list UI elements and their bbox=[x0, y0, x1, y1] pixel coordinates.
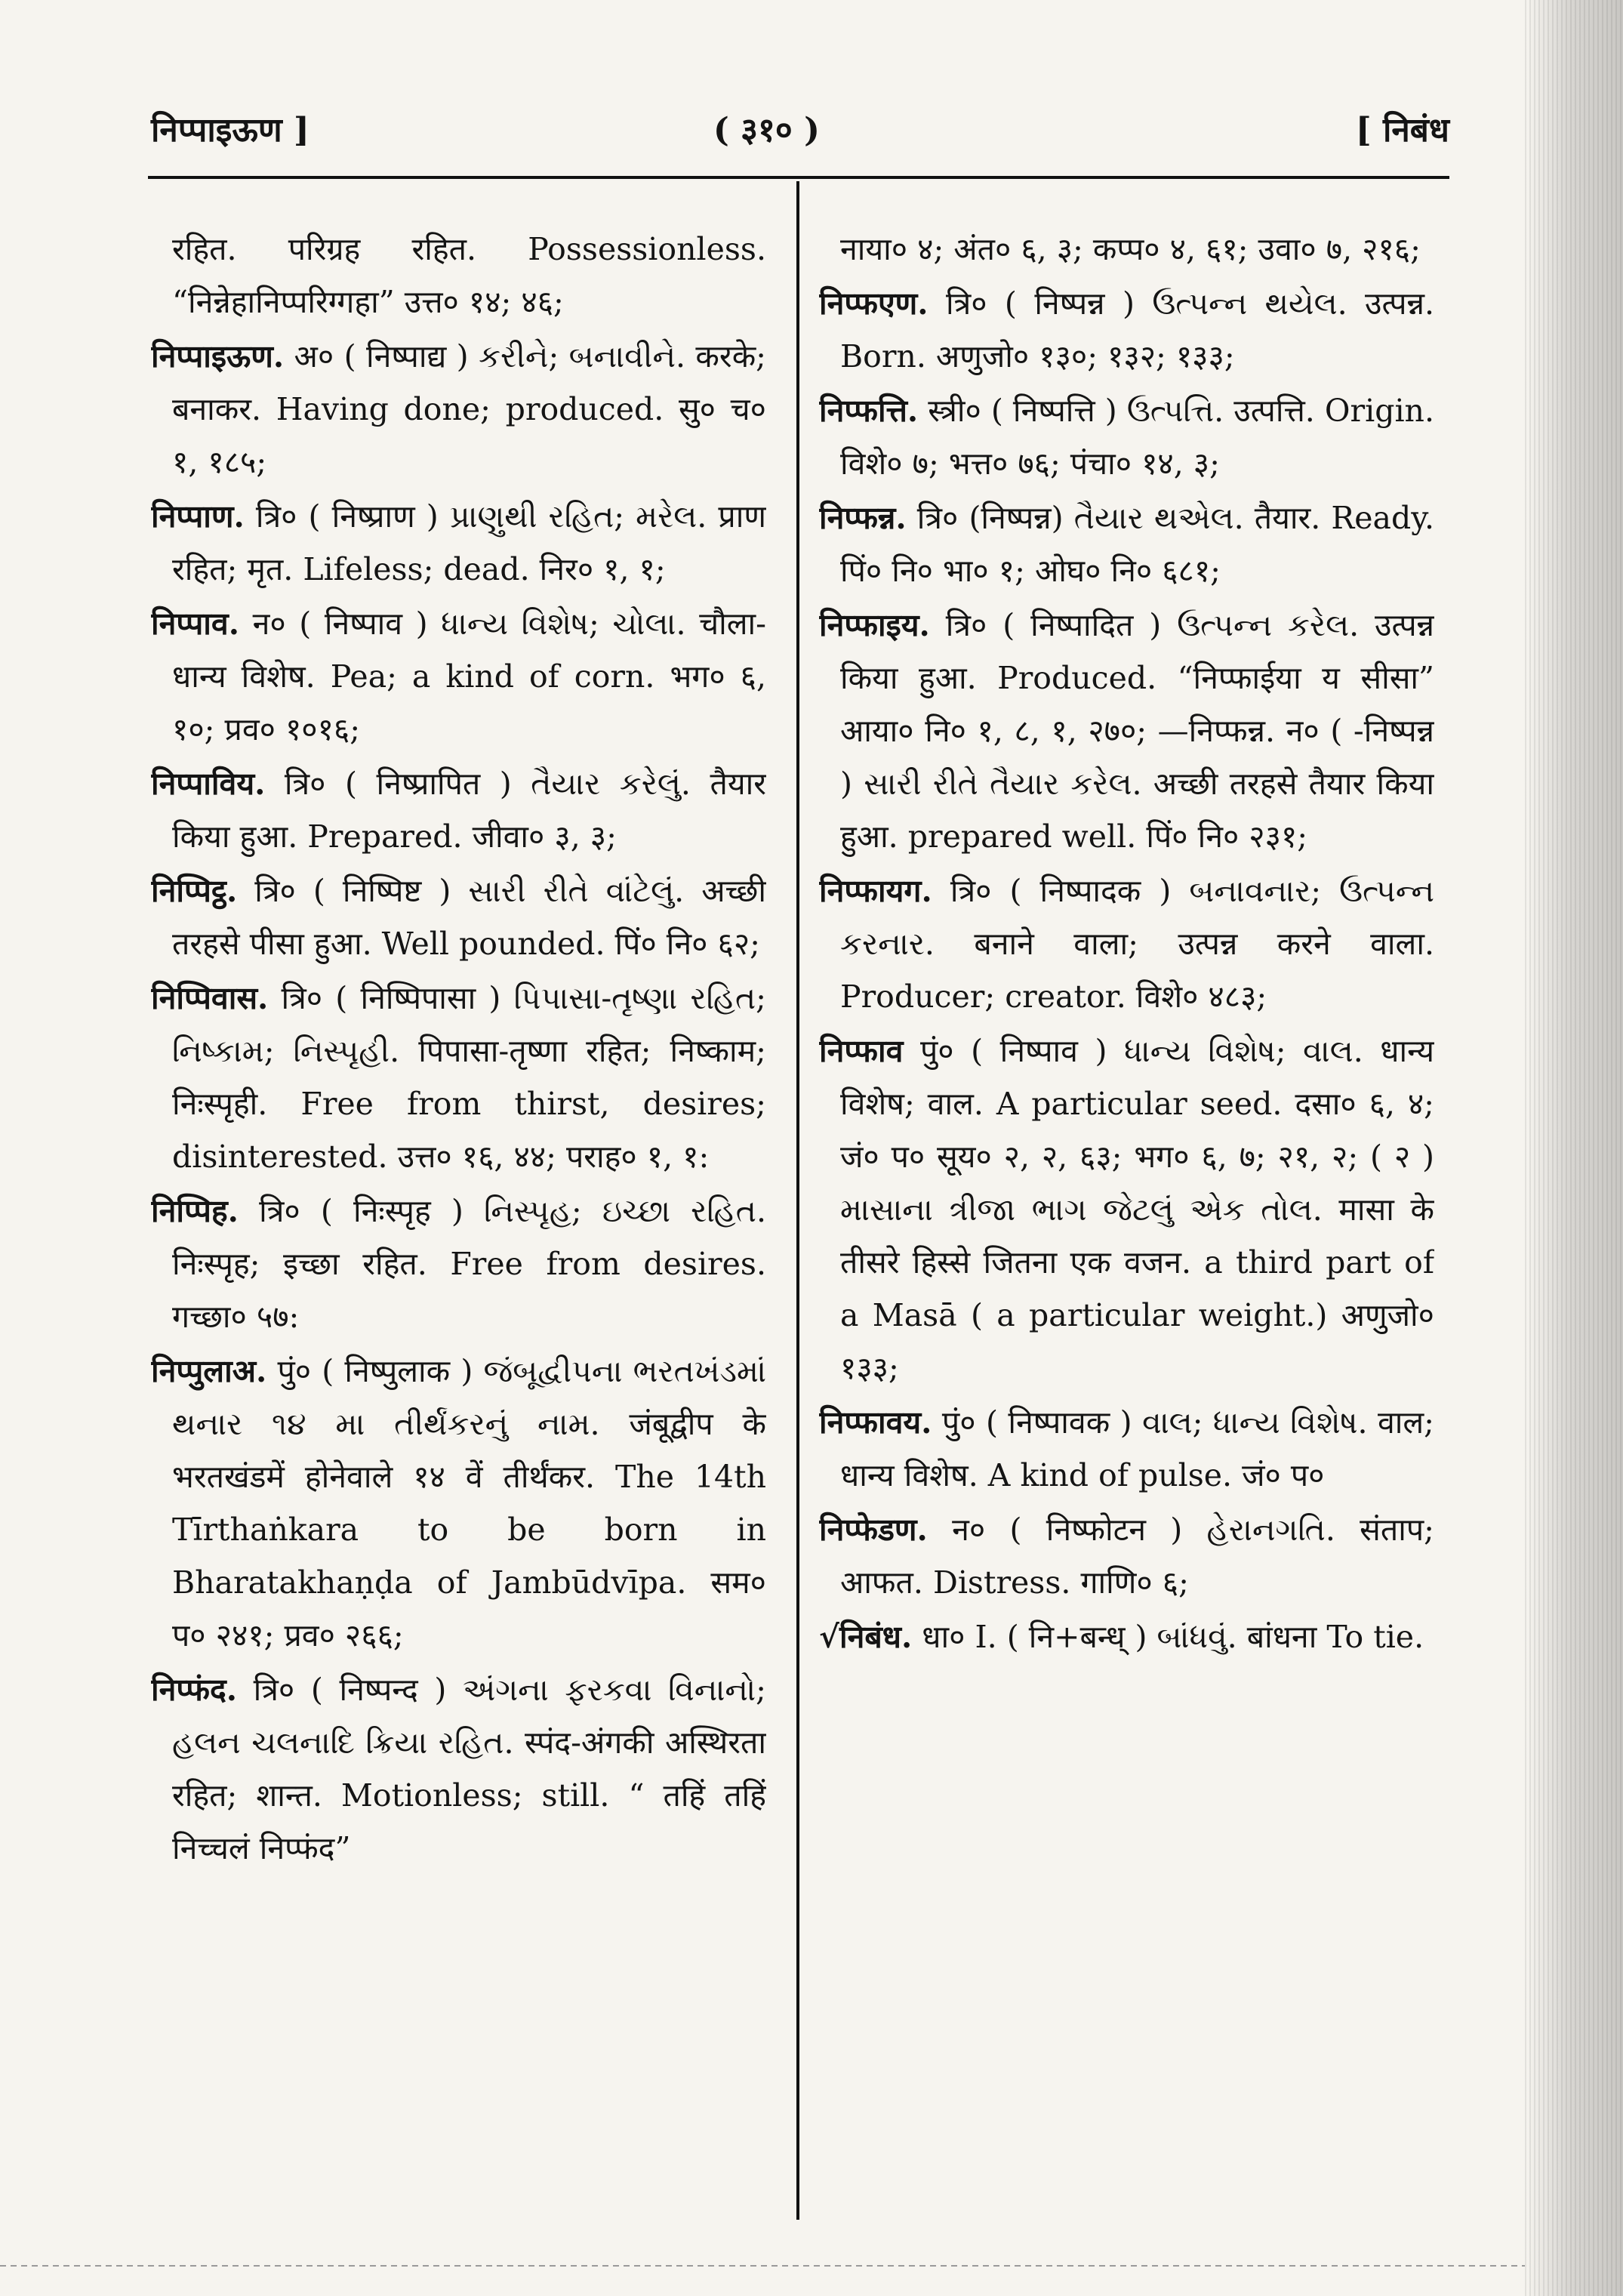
scanned-page-edge bbox=[1525, 0, 1623, 2296]
dictionary-entry bbox=[151, 597, 766, 756]
entry-text: अ० ( निष्पाद्य ) કરીને; બનાવીને. करके; बनाकर. Having done; produced. सु० च० १, १८५; bbox=[172, 338, 766, 480]
entry-text: न० ( निष्फोटन ) હેરાનગતિ. संताप; आफत. Distress. गाणि० ६; bbox=[840, 1512, 1434, 1601]
entry-headword: निप्पिह. bbox=[151, 1193, 239, 1229]
entry-text: त्रि० ( निष्प्रापित ) તૈયાર કરેલું. तैयार किया हुआ. Prepared. जीवा० ३, ३; bbox=[172, 766, 766, 855]
entry-text: पुं० ( निष्पुलाक ) જંબૂદ્વીપના ભરતખંડમાં થનાર ૧૪ મા તીર્થંકરનું નામ. जंबूद्वीप के भरतखंडमें होनेवाले १४ वें तीर्थंकर. The 14th Tīrthaṅkara to be born in Bharatakhaṇḍa of Jambūdvīpa. सम० प० २४१; प्रव० २६६; bbox=[172, 1353, 766, 1653]
header-last-word: [ निबंध bbox=[1355, 111, 1449, 149]
entry-text: त्रि० ( निष्पन्द ) અંગના ફરકવા વિનાનો; હલન ચલનાદિ ક્રિયા રહિત. स्पंद-अंगकी अस्थिरता रहित; शान्त. Motionless; still. “ तहिं तहिं निच्चलं निप्फंद” bbox=[172, 1672, 766, 1866]
entry-headword: निप्पिट्ठ. bbox=[151, 873, 238, 909]
entry-text: त्रि० ( निःस्पृह ) નિસ્પૃહ; ઇચ્છા રહિત. निःस्पृह; इच्छा रहित. Free from desires. गच्छा० ५७: bbox=[172, 1193, 766, 1335]
entry-text: धा० I. ( नि+बन्ध् ) બાંધવું. बांधना To tie. bbox=[912, 1619, 1424, 1655]
entry-text: त्रि० ( निष्पादक ) બનાવનાર; ઉત્પન્ન કરનાર. बनाने वाला; उत्पन्न करने वाला. Producer; creator. विशे० ४८३; bbox=[840, 873, 1434, 1015]
entry-headword: निप्पाइऊण. bbox=[151, 338, 285, 374]
entry-headword: निप्पुलाअ. bbox=[151, 1353, 267, 1389]
entry-text: त्रि० ( निष्पादित ) ઉત્પન્ન કરેલ. उत्पन्न किया हुआ. Produced. “निप्फाईया य सीसा” आया० नि० १, ८, १, २७०; —निप्फन्न. न० ( -निष्पन्न ) સારી રીતે તૈયાર કરેલ. अच्छी तरहसे तैयार किया हुआ. prepared well. पिं० नि० २३१; bbox=[840, 607, 1434, 855]
dictionary-entry bbox=[151, 223, 766, 328]
dictionary-entry bbox=[819, 1025, 1434, 1395]
entry-text: त्रि० ( निष्पिपासा ) પિપાસા-તૃષ્ણા રહિત; નિષ્કામ; નિસ્પૃહી. पिपासा-तृष्णा रहित; निष्काम; निःस्पृही. Free from thirst, desires; disinterested. उत्त० १६, ४४; पराह० १, १: bbox=[172, 980, 766, 1175]
column-divider bbox=[796, 181, 799, 2220]
entry-headword: निप्फाव bbox=[819, 1033, 904, 1069]
entry-text: न० ( निष्पाव ) ધાન્ય વિશેષ; ચોલા. चौला-धान्य विशेष. Pea; a kind of corn. भग० ६, १०; प्रव० १०१६; bbox=[172, 606, 766, 747]
entry-text: त्रि० ( निष्प्राण ) પ્રાણુથી રહિત; મરેલ. प्राण रहित; मृत. Lifeless; dead. निर० १, १; bbox=[172, 498, 766, 587]
dictionary-entry bbox=[151, 864, 766, 970]
right-column bbox=[819, 223, 1434, 2231]
left-column bbox=[151, 223, 766, 2231]
header-first-word: निप्पाइऊण ] bbox=[151, 111, 310, 149]
entry-headword: निप्फएण. bbox=[819, 285, 929, 322]
footer-scan-line bbox=[0, 2265, 1525, 2267]
entry-text: नाया० ४; अंत० ६, ३; कप्प० ४, ६१; उवा० ७, २१६; bbox=[840, 231, 1421, 267]
entry-headword: निप्फन्न. bbox=[819, 500, 907, 536]
dictionary-entry bbox=[151, 757, 766, 863]
dictionary-entry bbox=[819, 223, 1434, 276]
entry-text: त्रि० ( निष्पिष्ट ) સારી રીતે વાંટેલું. अच्छी तरहसे पीसा हुआ. Well pounded. पिं० नि० ६२; bbox=[172, 873, 766, 962]
dictionary-entry bbox=[819, 1610, 1434, 1663]
entry-headword: निप्पिवास. bbox=[151, 980, 269, 1016]
entry-headword: √निबंध. bbox=[819, 1619, 913, 1655]
dictionary-entry bbox=[819, 384, 1434, 490]
dictionary-entry bbox=[151, 490, 766, 596]
entry-headword: निप्फेडण. bbox=[819, 1512, 928, 1548]
entry-text: रहित. परिग्रह रहित. Possessionless. “निन्नेहानिप्परिग्गहा” उत्त० १४; ४६; bbox=[172, 231, 766, 320]
entry-headword: निप्फत्ति. bbox=[819, 393, 919, 429]
entry-text: स्त्री० ( निष्पत्ति ) ઉત્પત્તિ. उत्पत्ति. Origin. विशे० ७; भत्त० ७६; पंचा० १४, ३; bbox=[840, 393, 1434, 482]
dictionary-entry bbox=[819, 492, 1434, 597]
entry-headword: निप्फावय. bbox=[819, 1404, 932, 1441]
entry-headword: निप्पाविय. bbox=[151, 766, 266, 802]
dictionary-entry bbox=[819, 599, 1434, 863]
dictionary-entry bbox=[151, 972, 766, 1183]
page-header bbox=[151, 91, 1449, 159]
dictionary-entry bbox=[819, 277, 1434, 383]
entry-headword: निप्फंद. bbox=[151, 1672, 238, 1708]
entry-headword: निप्पाण. bbox=[151, 498, 245, 535]
entry-headword: निप्पाव. bbox=[151, 606, 239, 642]
entry-headword: निप्फायग. bbox=[819, 873, 932, 909]
dictionary-entry bbox=[151, 330, 766, 488]
dictionary-entry bbox=[819, 1503, 1434, 1609]
page-number: ( ३१० ) bbox=[713, 111, 820, 149]
header-rule bbox=[148, 176, 1449, 179]
entry-text: त्रि० ( निष्पन्न ) ઉત્પન્ન થયેલ. उत्पन्न. Born. अणुजो० १३०; १३२; १३३; bbox=[840, 285, 1434, 374]
dictionary-entry bbox=[819, 864, 1434, 1023]
dictionary-entry bbox=[151, 1345, 766, 1662]
entry-text: पुं० ( निष्पाव ) ધાન્ય વિશેષ; વાલ. धान्य विशेष; वाल. A particular seed. दसा० ६, ४; जं० प० सूय० २, २, ६३; भग० ६, ७; २१, २; ( २ ) માસાના ત્રીજા ભાગ જેટલું એક તોલ. मासा के तीसरे हिस्से जितना एक वजन. a third part of a Masā ( a particular weight.) अणुजो० १३३; bbox=[840, 1033, 1434, 1386]
entry-text: पुं० ( निष्पावक ) વાલ; ધાન્ય વિશેષ. वाल; धान्य विशेष. A kind of pulse. जं० प० bbox=[840, 1404, 1434, 1493]
dictionary-entry bbox=[151, 1185, 766, 1343]
dictionary-entry bbox=[819, 1396, 1434, 1502]
dictionary-entry bbox=[151, 1663, 766, 1875]
entry-headword: निप्फाइय. bbox=[819, 607, 930, 643]
entry-text: त्रि० (निष्पन्न) તૈયાર થએલ. तैयार. Ready. पिं० नि० भा० १; ओघ० नि० ६८१; bbox=[840, 500, 1434, 589]
